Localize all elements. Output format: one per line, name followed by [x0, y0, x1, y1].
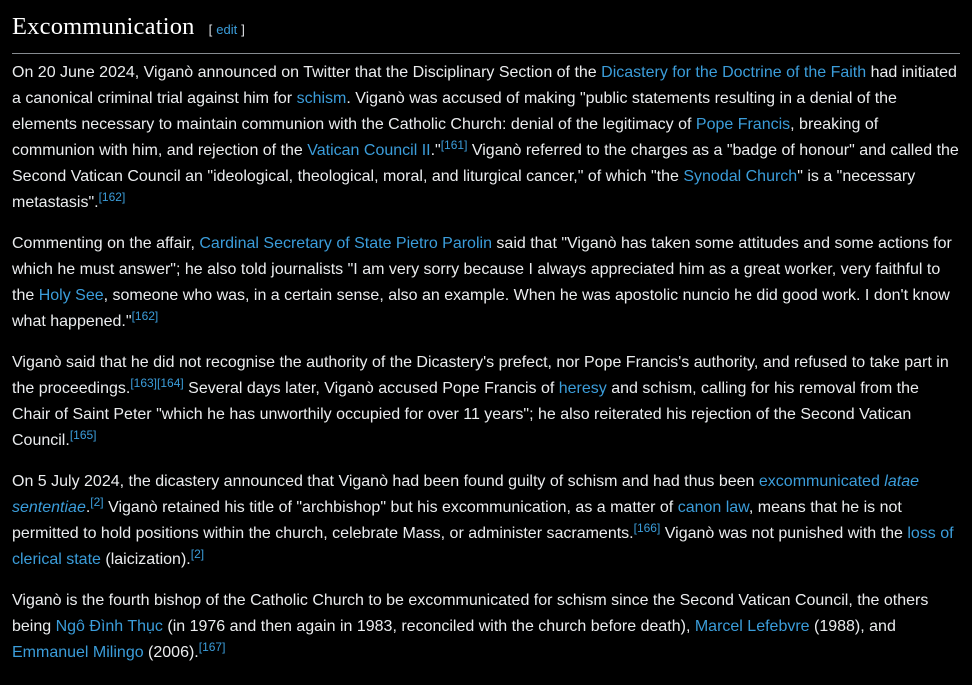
text-segment: , someone who was, in a certain sense, also an example. When he was apostolic nuncio he did good work. I don't know what happened." [12, 287, 950, 330]
reference-link[interactable] [634, 521, 661, 535]
text-segment: (in 1976 and then again in 1983, reconciled with the church before death), [162, 618, 695, 635]
reference-anchor[interactable]: [162] [131, 309, 159, 323]
paragraph [12, 231, 960, 335]
text-segment: . [85, 499, 91, 516]
reference-link[interactable] [99, 190, 126, 204]
reference-anchor[interactable]: [162] [98, 190, 126, 204]
text-segment: ." [430, 142, 441, 159]
wiki-link[interactable]: Holy See [38, 287, 104, 304]
paragraph [12, 350, 960, 454]
reference-anchor[interactable]: [167] [198, 640, 226, 654]
wiki-link[interactable]: Dicastery for the Doctrine of the Faith [601, 64, 867, 81]
text-segment: (laicization). [100, 551, 191, 568]
wiki-link[interactable]: Emmanuel Milingo [12, 644, 144, 661]
text-segment: Commenting on the affair, [12, 235, 200, 252]
edit-section [209, 22, 245, 37]
reference-anchor[interactable]: [161] [440, 138, 468, 152]
text-segment: said that "Viganò has taken some attitudes and some actions for which he must answer"; he also told journalists "I am very sorry because I always appreciated him as a great worker, very faithful to the [12, 235, 952, 304]
section-body [12, 54, 960, 666]
wiki-link[interactable]: Cardinal Secretary of State Pietro Parolin [199, 235, 492, 252]
wiki-link[interactable]: schism [296, 90, 347, 107]
text-segment: (2006). [143, 644, 199, 661]
wiki-link[interactable]: latae sententiae [12, 473, 919, 516]
section-heading [12, 6, 960, 54]
reference-anchor[interactable]: [164] [157, 376, 184, 390]
wiki-link[interactable]: Vatican Council II [307, 142, 431, 159]
text-segment: Viganò is the fourth bishop of the Catholic Church to be excommunicated for schism since the Second Vatican Council, the others being [12, 592, 929, 635]
text-segment: , means that he is not permitted to hold positions within the church, celebrate Mass, or administer sacraments. [12, 499, 902, 542]
edit-bracket-open: [ [208, 22, 213, 37]
text-segment: (1988), and [809, 618, 896, 635]
text-segment: Viganò was not punished with the [660, 525, 908, 542]
reference-anchor[interactable]: [166] [633, 521, 661, 535]
text-segment: and schism, calling for his removal from the Chair of Saint Peter "which he has unworthily occupied for over 11 years"; he also reiterated his rejection of the Second Vatican Council. [12, 380, 919, 449]
reference-link[interactable] [132, 309, 159, 323]
text-segment: Viganò said that he did not recognise the authority of the Dicastery's prefect, nor Pope Francis's authority, and refused to take part in the proceedings. [12, 354, 949, 397]
edit-link[interactable]: edit [216, 22, 238, 37]
text-segment: Viganò retained his title of "archbishop" but his excommunication, as a matter of [103, 499, 678, 516]
text-segment: had initiated a canonical criminal trial against him for [12, 64, 957, 107]
reference-link[interactable] [70, 428, 97, 442]
wiki-link[interactable]: heresy [558, 380, 607, 397]
wiki-link[interactable]: excommunicated [758, 473, 885, 490]
edit-bracket-close: ] [241, 22, 245, 37]
reference-link[interactable] [441, 138, 468, 152]
wiki-link[interactable]: Marcel Lefebvre [694, 618, 810, 635]
reference-anchor[interactable]: [165] [69, 428, 97, 442]
wiki-link[interactable]: Ngô Đình Thục [55, 618, 163, 635]
paragraph [12, 469, 960, 573]
reference-link[interactable] [191, 547, 204, 561]
text-segment: , breaking of communion with him, and rejection of the [12, 116, 879, 159]
wiki-link[interactable]: Synodal Church [683, 168, 798, 185]
reference-link[interactable] [157, 376, 184, 390]
reference-link[interactable] [199, 640, 226, 654]
wiki-link[interactable]: canon law [677, 499, 749, 516]
text-segment: . Viganò was accused of making "public statements resulting in a denial of the elements necessary to maintain communion with the Catholic Church: denial of the legitimacy of [12, 90, 897, 133]
text-segment: " is a "necessary metastasis". [12, 168, 916, 211]
wiki-link[interactable]: Pope Francis [695, 116, 791, 133]
wiki-link[interactable]: loss of clerical state [12, 525, 954, 568]
page-title: Excommunication [12, 13, 195, 40]
text-segment: On 20 June 2024, Viganò announced on Twitter that the Disciplinary Section of the [12, 64, 602, 81]
reference-link[interactable] [130, 376, 157, 390]
paragraph [12, 588, 960, 666]
paragraph [12, 60, 960, 216]
text-segment: Several days later, Viganò accused Pope Francis of [183, 380, 559, 397]
text-segment: On 5 July 2024, the dicastery announced that Viganò had been found guilty of schism and had thus been [12, 473, 759, 490]
reference-anchor[interactable]: [2] [190, 547, 205, 561]
reference-link[interactable] [90, 495, 103, 509]
reference-anchor[interactable]: [2] [90, 495, 104, 509]
text-segment: Viganò referred to the charges as a "badge of honour" and called the Second Vatican Council an "ideological, theological, moral, and liturgical cancer," of which "the [12, 142, 959, 185]
reference-anchor[interactable]: [163] [130, 376, 158, 390]
